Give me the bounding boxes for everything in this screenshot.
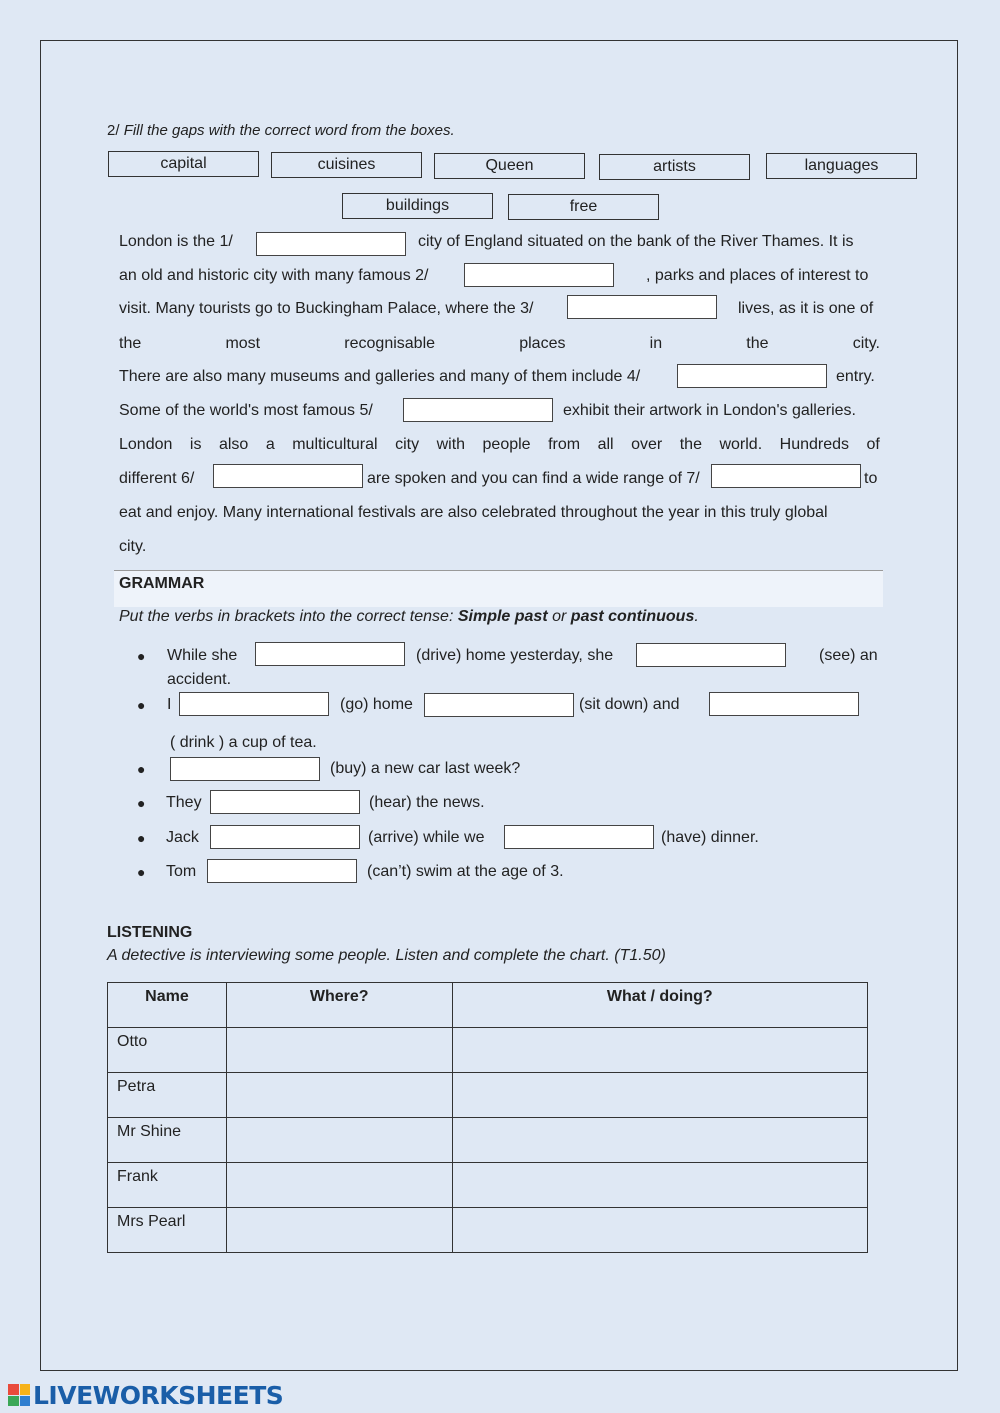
passage-line: are spoken and you can find a wide range of 7/: [367, 470, 700, 487]
word-box-free[interactable]: free: [508, 194, 659, 220]
grammar-item-text: (buy) a new car last week?: [330, 760, 521, 777]
table-row: [108, 1208, 868, 1253]
doing-cell[interactable]: [452, 1073, 867, 1118]
where-cell[interactable]: [226, 1163, 452, 1208]
grammar-item-text: They: [166, 794, 202, 811]
listening-instruction: A detective is interviewing some people. Listen and complete the chart. (T1.50): [107, 947, 666, 964]
gap-6-input[interactable]: [213, 464, 363, 488]
grammar-gap-1a[interactable]: [255, 642, 405, 666]
word-box-languages[interactable]: languages: [766, 153, 917, 179]
logo-block: [20, 1384, 31, 1395]
passage-line: Some of the world's most famous 5/: [119, 402, 373, 419]
grammar-item-text: (have) dinner.: [661, 829, 759, 846]
grammar-item-text: (can’t) swim at the age of 3.: [367, 863, 564, 880]
grammar-gap-2b[interactable]: [424, 693, 574, 717]
passage-line: exhibit their artwork in London's galleries.: [563, 402, 856, 419]
table-row: [108, 1163, 868, 1208]
passage-line: There are also many museums and galleries and many of them include 4/: [119, 368, 641, 385]
passage-line: London is the 1/: [119, 233, 233, 250]
grammar-item-text: ( drink ) a cup of tea.: [170, 734, 317, 751]
word-box-cuisines[interactable]: cuisines: [271, 152, 422, 178]
grammar-item-text: (see) an: [819, 647, 878, 664]
passage-line: eat and enjoy. Many international festivals are also celebrated throughout the year in this truly global: [119, 504, 828, 521]
bullet-icon: ●: [137, 697, 146, 713]
gap-1-input[interactable]: [256, 232, 406, 256]
gap-5-input[interactable]: [403, 398, 553, 422]
passage-line-justified: the most recognisable places in the city.: [119, 335, 880, 352]
grammar-item-text: While she: [167, 647, 238, 664]
passage-line: lives, as it is one of: [738, 300, 874, 317]
grammar-instruction: Put the verbs in brackets into the correct tense: Simple past or past continuous.: [119, 608, 699, 625]
liveworksheets-logo[interactable]: [8, 1381, 283, 1409]
name-cell: Otto: [108, 1028, 227, 1073]
column-header: What / doing?: [452, 983, 867, 1028]
passage-line: different 6/: [119, 470, 195, 487]
passage-line-justified: London is also a multicultural city with people from all over the world. Hundreds of: [119, 436, 880, 453]
name-cell: Mr Shine: [108, 1118, 227, 1163]
logo-text: LIVEWORKSHEETS: [33, 1380, 284, 1410]
logo-block: [20, 1396, 31, 1407]
listening-heading: LISTENING: [107, 924, 193, 941]
gap-3-input[interactable]: [567, 295, 717, 319]
passage-line: visit. Many tourists go to Buckingham Palace, where the 3/: [119, 300, 534, 317]
gap-7-input[interactable]: [711, 464, 861, 488]
table-row: [108, 1028, 868, 1073]
passage-line: entry.: [836, 368, 875, 385]
doing-cell[interactable]: [452, 1028, 867, 1073]
passage-line: city of England situated on the bank of the River Thames. It is: [418, 233, 854, 250]
grammar-item-text: (drive) home yesterday, she: [416, 647, 614, 664]
grammar-item-text: Jack: [166, 829, 199, 846]
bullet-icon: ●: [137, 864, 146, 880]
instruction-text: Fill the gaps with the correct word from the boxes.: [123, 122, 455, 139]
bullet-icon: ●: [137, 795, 146, 811]
gap-2-input[interactable]: [464, 263, 614, 287]
gap-4-input[interactable]: [677, 364, 827, 388]
doing-cell[interactable]: [452, 1163, 867, 1208]
grammar-gap-2c[interactable]: [709, 692, 859, 716]
where-cell[interactable]: [226, 1028, 452, 1073]
word-box-artists[interactable]: artists: [599, 154, 750, 180]
grammar-item-text: (go) home: [340, 696, 413, 713]
grammar-item-text: (hear) the news.: [369, 794, 485, 811]
where-cell[interactable]: [226, 1208, 452, 1253]
doing-cell[interactable]: [452, 1118, 867, 1163]
table-row: [108, 1118, 868, 1163]
grammar-item-text: (arrive) while we: [368, 829, 485, 846]
word-box-queen[interactable]: Queen: [434, 153, 585, 179]
grammar-gap-4[interactable]: [210, 790, 360, 814]
exercise-instruction: [107, 121, 455, 141]
column-header: Where?: [226, 983, 452, 1028]
passage-line: city.: [119, 538, 147, 555]
bullet-icon: ●: [137, 648, 146, 664]
grammar-header-band: [114, 570, 883, 607]
listening-chart: [107, 982, 868, 1253]
grammar-gap-3[interactable]: [170, 757, 320, 781]
passage-line: to: [864, 470, 878, 487]
grammar-gap-5a[interactable]: [210, 825, 360, 849]
name-cell: Frank: [108, 1163, 227, 1208]
grammar-gap-2a[interactable]: [179, 692, 329, 716]
grammar-heading: GRAMMAR: [119, 575, 205, 592]
passage-line: an old and historic city with many famous 2/: [119, 267, 429, 284]
grammar-item-text: Tom: [166, 863, 197, 880]
doing-cell[interactable]: [452, 1208, 867, 1253]
logo-blocks-icon: [8, 1384, 30, 1406]
name-cell: Mrs Pearl: [108, 1208, 227, 1253]
grammar-item-text: (sit down) and: [579, 696, 680, 713]
logo-block: [8, 1384, 19, 1395]
word-box-capital[interactable]: capital: [108, 151, 259, 177]
grammar-item-text: I: [167, 696, 172, 713]
bullet-icon: ●: [137, 830, 146, 846]
name-cell: Petra: [108, 1073, 227, 1118]
grammar-gap-1b[interactable]: [636, 643, 786, 667]
word-box-buildings[interactable]: buildings: [342, 193, 493, 219]
bullet-icon: ●: [137, 761, 146, 777]
where-cell[interactable]: [226, 1073, 452, 1118]
table-row: [108, 1073, 868, 1118]
column-header: Name: [108, 983, 227, 1028]
chart-header-row: [108, 983, 868, 1028]
exercise-number: 2/: [107, 122, 120, 139]
logo-block: [8, 1396, 19, 1407]
where-cell[interactable]: [226, 1118, 452, 1163]
grammar-item-text: accident.: [167, 671, 232, 688]
grammar-gap-5b[interactable]: [504, 825, 654, 849]
passage-line: , parks and places of interest to: [646, 267, 869, 284]
grammar-gap-6[interactable]: [207, 859, 357, 883]
